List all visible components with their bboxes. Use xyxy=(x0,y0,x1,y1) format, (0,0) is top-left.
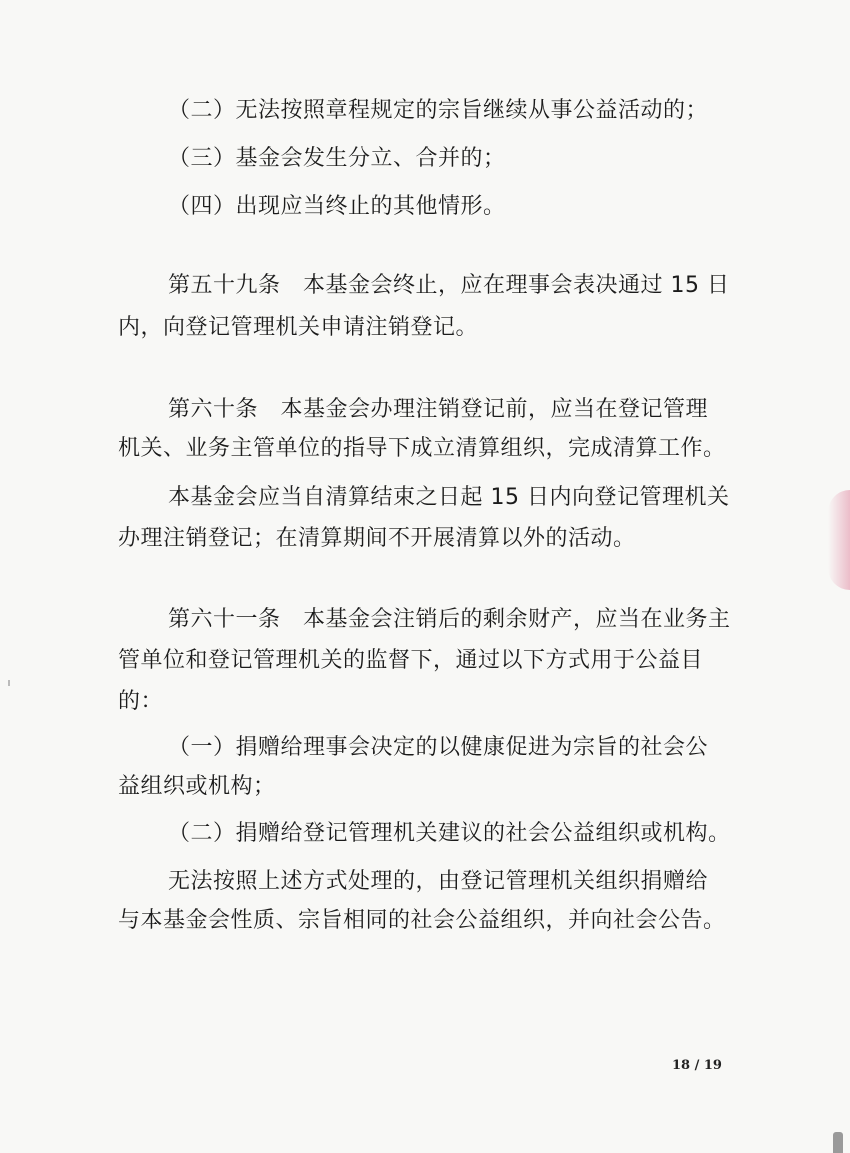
article-59-line-2: 内，向登记管理机关申请注销登记。 xyxy=(118,315,479,340)
seal-stamp-edge xyxy=(828,490,850,590)
article-61-line-1: 第六十一条 本基金会注销后的剩余财产，应当在业务主 xyxy=(168,607,731,632)
article-61-item-2-line: （二）捐赠给登记管理机关建议的社会公益组织或机构。 xyxy=(168,821,731,846)
page-number: 18 / 19 xyxy=(672,1058,722,1073)
article-61-closing-line-1: 无法按照上述方式处理的，由登记管理机关组织捐赠给 xyxy=(168,869,709,894)
clause-two-line: （二）无法按照章程规定的宗旨继续从事公益活动的； xyxy=(168,98,709,123)
article-60-line-2: 机关、业务主管单位的指导下成立清算组织，完成清算工作。 xyxy=(118,436,726,461)
scan-speck xyxy=(8,680,10,686)
scan-edge-mark xyxy=(833,1132,843,1153)
article-60-line-1: 第六十条 本基金会办理注销登记前，应当在登记管理 xyxy=(168,397,709,422)
clause-three-line: （三）基金会发生分立、合并的； xyxy=(168,146,506,171)
article-60-para-2-line-2: 办理注销登记；在清算期间不开展清算以外的活动。 xyxy=(118,526,636,551)
article-61-line-3: 的： xyxy=(118,689,164,714)
article-61-closing-line-2: 与本基金会性质、宗旨相同的社会公益组织，并向社会公告。 xyxy=(118,908,726,933)
clause-four-line: （四）出现应当终止的其他情形。 xyxy=(168,194,506,219)
article-60-para-2-line-1: 本基金会应当自清算结束之日起 15 日内向登记管理机关 xyxy=(168,485,730,510)
article-59-line-1: 第五十九条 本基金会终止，应在理事会表决通过 15 日 xyxy=(168,273,730,298)
article-61-line-2: 管单位和登记管理机关的监督下，通过以下方式用于公益目 xyxy=(118,648,704,673)
article-61-item-1-line-2: 益组织或机构； xyxy=(118,774,276,799)
article-61-item-1-line-1: （一）捐赠给理事会决定的以健康促进为宗旨的社会公 xyxy=(168,735,709,760)
